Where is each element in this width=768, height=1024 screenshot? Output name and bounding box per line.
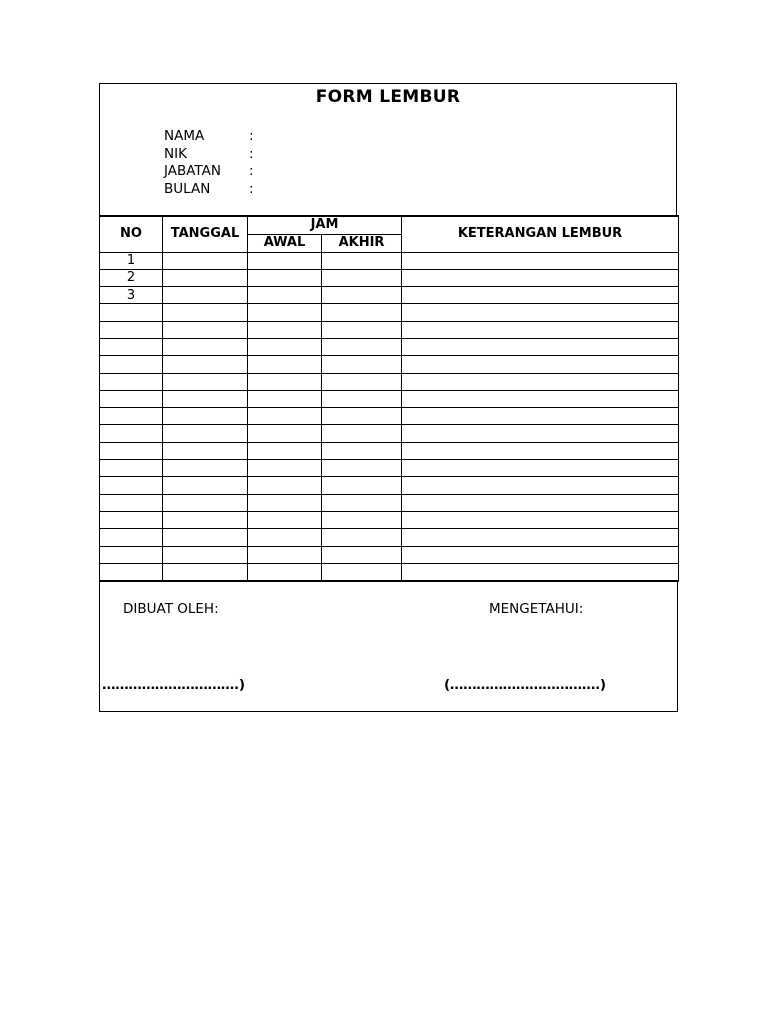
keterangan-cell[interactable]: [402, 321, 679, 338]
keterangan-cell[interactable]: [402, 494, 679, 511]
no-cell: [100, 321, 163, 338]
tanggal-cell[interactable]: [163, 425, 248, 442]
table-row: [100, 442, 679, 459]
tanggal-cell[interactable]: [163, 529, 248, 546]
no-cell: [100, 442, 163, 459]
akhir-cell[interactable]: [322, 304, 402, 321]
bulan-separator: :: [249, 180, 254, 197]
table-row: [100, 269, 679, 286]
awal-cell[interactable]: [248, 442, 322, 459]
table-row: [100, 304, 679, 321]
awal-cell[interactable]: [248, 477, 322, 494]
info-row-bulan: [164, 181, 254, 199]
table-row: [100, 477, 679, 494]
awal-cell[interactable]: [248, 356, 322, 373]
akhir-cell[interactable]: [322, 442, 402, 459]
akhir-cell[interactable]: [322, 390, 402, 407]
created-by-label: DIBUAT OLEH:: [123, 601, 219, 617]
signature-section: [99, 581, 678, 712]
no-cell: [100, 373, 163, 390]
no-cell: [100, 511, 163, 528]
awal-cell[interactable]: [248, 563, 322, 580]
tanggal-cell[interactable]: [163, 390, 248, 407]
nama-label: NAMA: [164, 128, 205, 144]
tanggal-cell[interactable]: [163, 408, 248, 425]
tanggal-cell[interactable]: [163, 338, 248, 355]
no-cell: [100, 460, 163, 477]
keterangan-cell[interactable]: [402, 477, 679, 494]
no-cell: 2: [100, 269, 163, 286]
no-cell: [100, 408, 163, 425]
info-row-nama: [164, 128, 254, 146]
table-row: [100, 252, 679, 269]
tanggal-cell[interactable]: [163, 477, 248, 494]
awal-cell[interactable]: [248, 425, 322, 442]
header-keterangan: KETERANGAN LEMBUR: [402, 216, 679, 252]
keterangan-cell[interactable]: [402, 373, 679, 390]
keterangan-cell[interactable]: [402, 442, 679, 459]
keterangan-cell[interactable]: [402, 460, 679, 477]
jabatan-label: JABATAN: [164, 163, 221, 179]
akhir-cell[interactable]: [322, 460, 402, 477]
keterangan-cell[interactable]: [402, 425, 679, 442]
no-cell: [100, 304, 163, 321]
table-body: [100, 252, 679, 581]
keterangan-cell[interactable]: [402, 338, 679, 355]
acknowledged-signature-line: (…………………………….): [444, 677, 606, 693]
no-cell: [100, 390, 163, 407]
table-row: [100, 287, 679, 304]
tanggal-cell[interactable]: [163, 511, 248, 528]
akhir-cell[interactable]: [322, 477, 402, 494]
info-row-nik: [164, 146, 254, 164]
table-row: [100, 408, 679, 425]
tanggal-cell[interactable]: [163, 494, 248, 511]
no-cell: [100, 425, 163, 442]
created-by-signature-line: ………………………….): [102, 677, 245, 693]
keterangan-cell[interactable]: [402, 287, 679, 304]
akhir-cell[interactable]: [322, 425, 402, 442]
no-cell: 1: [100, 252, 163, 269]
keterangan-cell[interactable]: [402, 563, 679, 580]
tanggal-cell[interactable]: [163, 460, 248, 477]
keterangan-cell[interactable]: [402, 252, 679, 269]
akhir-cell[interactable]: [322, 269, 402, 286]
tanggal-cell[interactable]: [163, 269, 248, 286]
akhir-cell[interactable]: [322, 511, 402, 528]
awal-cell[interactable]: [248, 287, 322, 304]
no-cell: [100, 546, 163, 563]
tanggal-cell[interactable]: [163, 287, 248, 304]
keterangan-cell[interactable]: [402, 546, 679, 563]
awal-cell[interactable]: [248, 338, 322, 355]
awal-cell[interactable]: [248, 460, 322, 477]
akhir-cell[interactable]: [322, 494, 402, 511]
nama-separator: :: [249, 128, 254, 144]
no-cell: [100, 356, 163, 373]
keterangan-cell[interactable]: [402, 390, 679, 407]
tanggal-cell[interactable]: [163, 563, 248, 580]
table-row: [100, 511, 679, 528]
table-row: [100, 390, 679, 407]
nik-label: NIK: [164, 145, 187, 162]
table-row: [100, 425, 679, 442]
awal-cell[interactable]: [248, 304, 322, 321]
info-fields: [164, 128, 254, 198]
akhir-cell[interactable]: [322, 356, 402, 373]
awal-cell[interactable]: [248, 494, 322, 511]
tanggal-cell[interactable]: [163, 356, 248, 373]
awal-cell[interactable]: [248, 321, 322, 338]
keterangan-cell[interactable]: [402, 529, 679, 546]
no-cell: 3: [100, 287, 163, 304]
tanggal-cell[interactable]: [163, 321, 248, 338]
akhir-cell[interactable]: [322, 563, 402, 580]
keterangan-cell[interactable]: [402, 356, 679, 373]
header-no: NO: [100, 216, 163, 252]
tanggal-cell[interactable]: [163, 373, 248, 390]
akhir-cell[interactable]: [322, 338, 402, 355]
tanggal-cell[interactable]: [163, 252, 248, 269]
awal-cell[interactable]: [248, 373, 322, 390]
table-row: [100, 460, 679, 477]
awal-cell[interactable]: [248, 408, 322, 425]
table-row: [100, 321, 679, 338]
akhir-cell[interactable]: [322, 252, 402, 269]
akhir-cell[interactable]: [322, 408, 402, 425]
no-cell: [100, 477, 163, 494]
bulan-label: BULAN: [164, 180, 211, 197]
awal-cell[interactable]: [248, 269, 322, 286]
table-row: [100, 494, 679, 511]
no-cell: [100, 494, 163, 511]
header-akhir: AKHIR: [322, 234, 402, 252]
keterangan-cell[interactable]: [402, 511, 679, 528]
table-row: [100, 338, 679, 355]
header-jam: JAM: [248, 216, 402, 234]
keterangan-cell[interactable]: [402, 304, 679, 321]
akhir-cell[interactable]: [322, 373, 402, 390]
header-awal: AWAL: [248, 234, 322, 252]
form-header: [99, 83, 677, 215]
keterangan-cell[interactable]: [402, 408, 679, 425]
akhir-cell[interactable]: [322, 546, 402, 563]
akhir-cell[interactable]: [322, 287, 402, 304]
form-title: FORM LEMBUR: [315, 87, 461, 107]
no-cell: [100, 529, 163, 546]
jabatan-separator: :: [249, 163, 254, 179]
header-tanggal: TANGGAL: [163, 216, 248, 252]
table-row: [100, 563, 679, 580]
tanggal-cell[interactable]: [163, 546, 248, 563]
akhir-cell[interactable]: [322, 529, 402, 546]
nik-separator: :: [249, 145, 254, 162]
awal-cell[interactable]: [248, 529, 322, 546]
awal-cell[interactable]: [248, 511, 322, 528]
table-row: [100, 356, 679, 373]
no-cell: [100, 563, 163, 580]
info-row-jabatan: [164, 163, 254, 181]
awal-cell[interactable]: [248, 252, 322, 269]
table-row: [100, 373, 679, 390]
overtime-table-wrapper: [99, 215, 678, 582]
tanggal-cell[interactable]: [163, 304, 248, 321]
table-row: [100, 529, 679, 546]
overtime-table: [99, 215, 679, 582]
keterangan-cell[interactable]: [402, 269, 679, 286]
awal-cell[interactable]: [248, 390, 322, 407]
tanggal-cell[interactable]: [163, 442, 248, 459]
no-cell: [100, 338, 163, 355]
awal-cell[interactable]: [248, 546, 322, 563]
acknowledged-label: MENGETAHUI:: [489, 601, 584, 617]
akhir-cell[interactable]: [322, 321, 402, 338]
table-row: [100, 546, 679, 563]
